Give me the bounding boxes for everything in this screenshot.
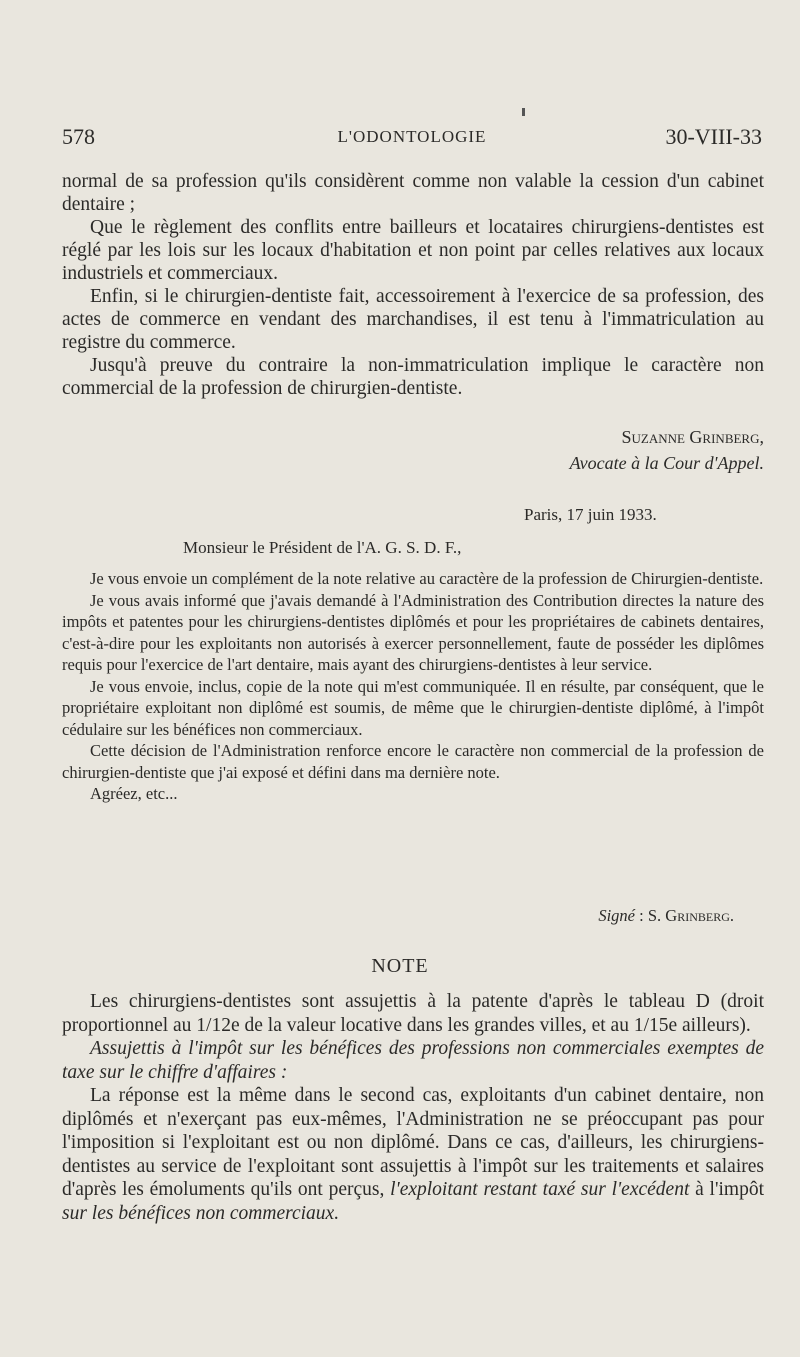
letter-date: Paris, 17 juin 1933.	[524, 505, 657, 524]
paragraph: Agréez, etc...	[90, 784, 178, 803]
paragraph: Je vous avais informé que j'avais demandé à l'Administration des Contribution directes la nature des impôts et patentes pour les chirurgiens-dentistes diplômés et pour les propriétaires de cabinets dentaires, c'est-à-dire pour les exploitants non autorisés à exercer personnellement, faute de posséder les diplômes requis pour l'exercice de l'art dentaire, mais ayant des chirurgiens-dentistes à leur service.	[62, 590, 764, 674]
journal-title: L'ODONTOLOGIE	[337, 127, 487, 146]
note-heading: NOTE	[371, 955, 429, 977]
paragraph-italic: Assujettis à l'impôt sur les bénéfices des professions non commerciales exemptes de taxe sur le chiffre d'affaires :	[62, 1038, 764, 1083]
paragraph: Que le règlement des conflits entre bailleurs et locataires chirurgiens-dentistes est réglé par les lois sur les locaux d'habitation et non point par celles relatives aux locaux industriels et commerciaux.	[62, 217, 764, 284]
signed-label: Signé	[598, 906, 636, 925]
paragraph: Jusqu'à preuve du contraire la non-immatriculation implique le caractère non commercial de la profession de chirurgien-dentiste.	[62, 355, 764, 399]
signatory-name: S. Grinberg.	[647, 906, 734, 925]
running-header	[62, 124, 762, 154]
text-run: La réponse est la même dans le second cas, exploitants d'un cabinet dentaire, non diplômés et n'exerçant pas eux-mêmes, l'Administration ne se préoccupant pas pour l'imposition si l'exploitant est ou non diplômé. Dans ce cas, d'ailleurs, les chirurgiens-dentistes au service de l'exploitant sont assujettis à l'impôt sur les traitements et salaires d'après les émoluments qu'ils ont perçus,	[62, 1085, 764, 1200]
paragraph	[62, 1084, 764, 1225]
issue-date: 30-VIII-33	[665, 124, 762, 149]
ink-mark	[522, 108, 525, 116]
section-1-text	[62, 170, 764, 400]
text-run-italic: sur les bénéfices non commerciaux.	[62, 1202, 340, 1224]
letter-body	[62, 568, 764, 805]
paragraph: normal de sa profession qu'ils considèrent comme non valable la cession d'un cabinet dentaire ;	[62, 171, 764, 215]
signatory-role: Avocate à la Cour d'Appel.	[569, 453, 764, 473]
text-run: à l'impôt	[689, 1179, 764, 1200]
letter-salutation: Monsieur le Président de l'A. G. S. D. F.,	[183, 538, 462, 557]
text-run-italic: l'exploitant restant taxé sur l'excédent	[390, 1179, 690, 1200]
paragraph: Enfin, si le chirurgien-dentiste fait, accessoirement à l'exercice de sa profession, des actes de commerce en vendant des marchandises, il est tenu à l'immatriculation au registre du commerce.	[62, 286, 764, 353]
paragraph: Les chirurgiens-dentistes sont assujettis à la patente d'après le tableau D (droit proportionnel au 1/12e de la valeur locative dans les grandes villes, et au 1/15e ailleurs).	[62, 991, 764, 1036]
paragraph: Cette décision de l'Administration renforce encore le caractère non commercial de la profession de chirurgien-dentiste que j'ai exposé et défini dans ma dernière note.	[62, 741, 764, 782]
paragraph: Je vous envoie, inclus, copie de la note qui m'est communiquée. Il en résulte, par conséquent, que le propriétaire exploitant non diplômé est soumis, de même que le chirurgien-dentiste diplômé, à l'impôt cédulaire sur les bénéfices non commerciaux.	[62, 676, 764, 739]
signature-block-2	[598, 906, 734, 926]
signatory-name: Suzanne Grinberg,	[621, 427, 764, 447]
page-number: 578	[62, 124, 95, 149]
note-body	[62, 990, 764, 1225]
signature-block-1	[570, 424, 764, 476]
paragraph: Je vous envoie un complément de la note relative au caractère de la profession de Chirurgien-dentiste.	[90, 569, 764, 588]
signed-separator: :	[635, 906, 648, 925]
